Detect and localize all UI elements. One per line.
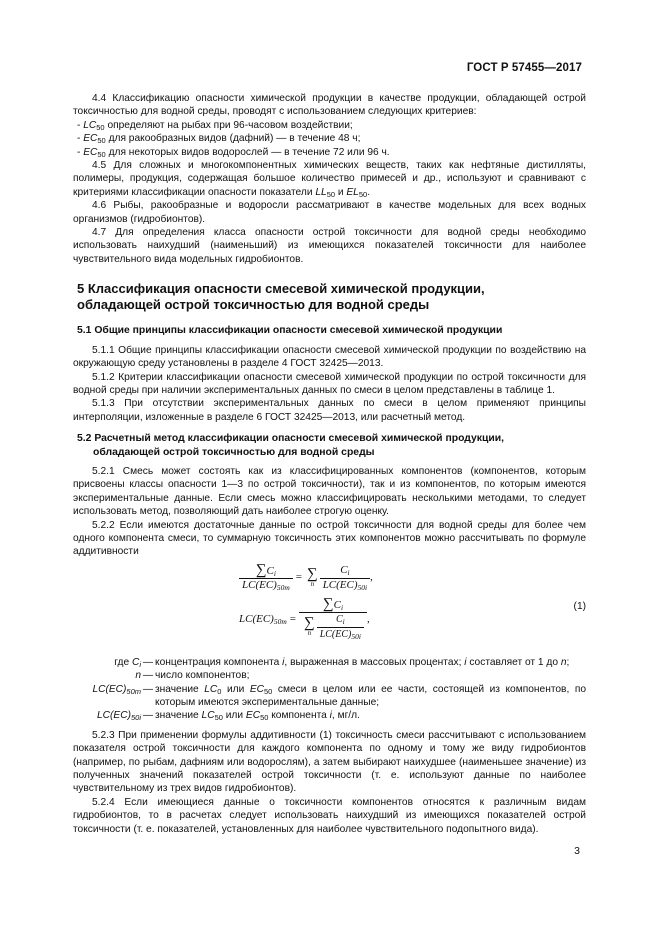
paragraph-5-1-1: 5.1.1 Общие принципы классификации опасности смесевой химической продукции по воздействию на окружающую среду установлены в разделе 4 ГОСТ 32425—2013. xyxy=(73,344,586,370)
paragraph-5-2-2: 5.2.2 Если имеются достаточные данные по острой токсичности для водной среды для более чем одного компонента смеси, то суммарную токсичность этих компонентов можно рассчитывать по формуле аддитивности xyxy=(73,519,586,558)
paragraph-5-1-2: 5.1.2 Критерии классификации опасности смесевой химической продукции по острой токсичности для водной среды при наличии экспериментальных данных по смеси в целом представлены в таблице 1. xyxy=(73,371,586,396)
paragraph-5-1-3: 5.1.3 При отсутствии экспериментальных данных по смеси в целом применяют принципы интерполяции, изложенные в разделе 6 ГОСТ 32425—2013, или расчетный метод. xyxy=(73,398,586,423)
paragraph-4-4: 4.4 Классификацию опасности химической продукции в качестве продукции, обладающей острой токсичностью для водной среды, проводят с использованием следующих критериев: xyxy=(73,93,586,118)
definition-n: n — число компонентов; xyxy=(135,670,250,682)
subsection-5-1-heading: 5.1 Общие принципы классификации опасности смесевой химической продукции xyxy=(77,325,503,337)
definition-ci: где $C_i$ — концентрация компонента i, выраженная в массовых процентах; i составляет от 1 до n; xyxy=(114,656,570,669)
paragraph-5-2-3: 5.2.3 При применении формулы аддитивности (1) токсичность смеси рассчитывают с использованием показателя острой токсичности для каждого компонента по одному и тому же виду гидробионтов (например, по рыбам, дафниям или водорослям), а затем выбирают наихудшее (наименьшее значение) из полученных значений показателей острой токсичности (т. е. используют данные по наиболее чувствительному из трех видов гидробионтов). xyxy=(73,729,586,795)
formula-line-1: $\frac{\sum C_i}{LC(EC)_{50m}}$ = ∑ n $\frac{C_i}{LC(EC)_{50i}}$ , xyxy=(239,564,373,593)
page-number: 3 xyxy=(574,845,580,857)
paragraph-4-5: 4.5 Для сложных и многокомпонентных химических веществ, таких как нефтяные дистилляты, полимеры, продукция, содержащая большое количество примесей и др., используют и сравнивают с критериями классификации опасности показатели $LL_{50}$ и $EL_{50}$. xyxy=(73,160,586,199)
definition-lc-mixture: $LC(EC)_{50m}$ — значение $LC_0$ или $EC_{50}$ смеси в целом или ее части, состоящей из компонентов, по которым имеются экспериментальные данные; xyxy=(92,683,586,708)
criteria-item-crustaceans: - $EC_{50}$ для ракообразных видов (дафний) — в течение 48 ч; xyxy=(77,133,361,146)
paragraph-5-2-4: 5.2.4 Если имеющиеся данные о токсичности компонентов относятся к различным видам гидробионтов, то в расчетах следует использовать наихудший из имеющихся показателей острой токсичности (т. е. показателей, установленных для наиболее чувствительного подопытного вида). xyxy=(73,796,586,835)
formula-number: (1) xyxy=(573,600,586,612)
paragraph-5-2-1: 5.2.1 Смесь может состоять как из классифицированных компонентов (компонентов, которым присвоены классы опасности 1—3 по острой токсичности), так и из компонентов, по которым имеются экспериментальные данные. Если смесь можно классифицировать несколькими методами, то следует использовать метод, позволяющий дать наиболее строгую оценку. xyxy=(73,465,586,518)
section-5-heading: 5 Классификация опасности смесевой химической продукции, обладающей острой токсичностью для водной среды xyxy=(77,281,485,313)
formula-definitions xyxy=(73,656,586,723)
definition-lc-component: $LC(EC)_{50i}$ — значение $LC_{50}$ или $EC_{50}$ компонента i, мг/л. xyxy=(97,710,360,723)
criteria-item-algae: - $EC_{50}$ для некоторых видов водорослей — в течение 72 или 96 ч. xyxy=(77,146,390,159)
paragraph-4-7: 4.7 Для определения класса опасности острой токсичности для водной среды необходимо использовать наихудший (наименьший) из имеющихся показателей токсичности для наиболее чувствительного вида модельных гидробионтов. xyxy=(73,227,586,265)
paragraph-4-6: 4.6 Рыбы, ракообразные и водоросли рассматривают в качестве модельных для всех водных организмов (гидробионтов). xyxy=(73,200,586,225)
page-content xyxy=(73,92,586,836)
subsection-5-2-heading: 5.2 Расчетный метод классификации опасности смесевой химической продукции, обладающей острой токсичностью для водной среды xyxy=(77,433,505,458)
criteria-item-fish: - $LC_{50}$ определяют на рыбах при 96-часовом воздействии; xyxy=(77,119,353,132)
formula-line-2: $LC(EC)_{50m}$ = $\sum C_i$ ∑ n $\frac{C_i}{LC(EC)_{50i}}$ , xyxy=(239,595,370,641)
additivity-formula xyxy=(73,560,586,650)
document-code-header: ГОСТ Р 57455—2017 xyxy=(466,62,582,74)
